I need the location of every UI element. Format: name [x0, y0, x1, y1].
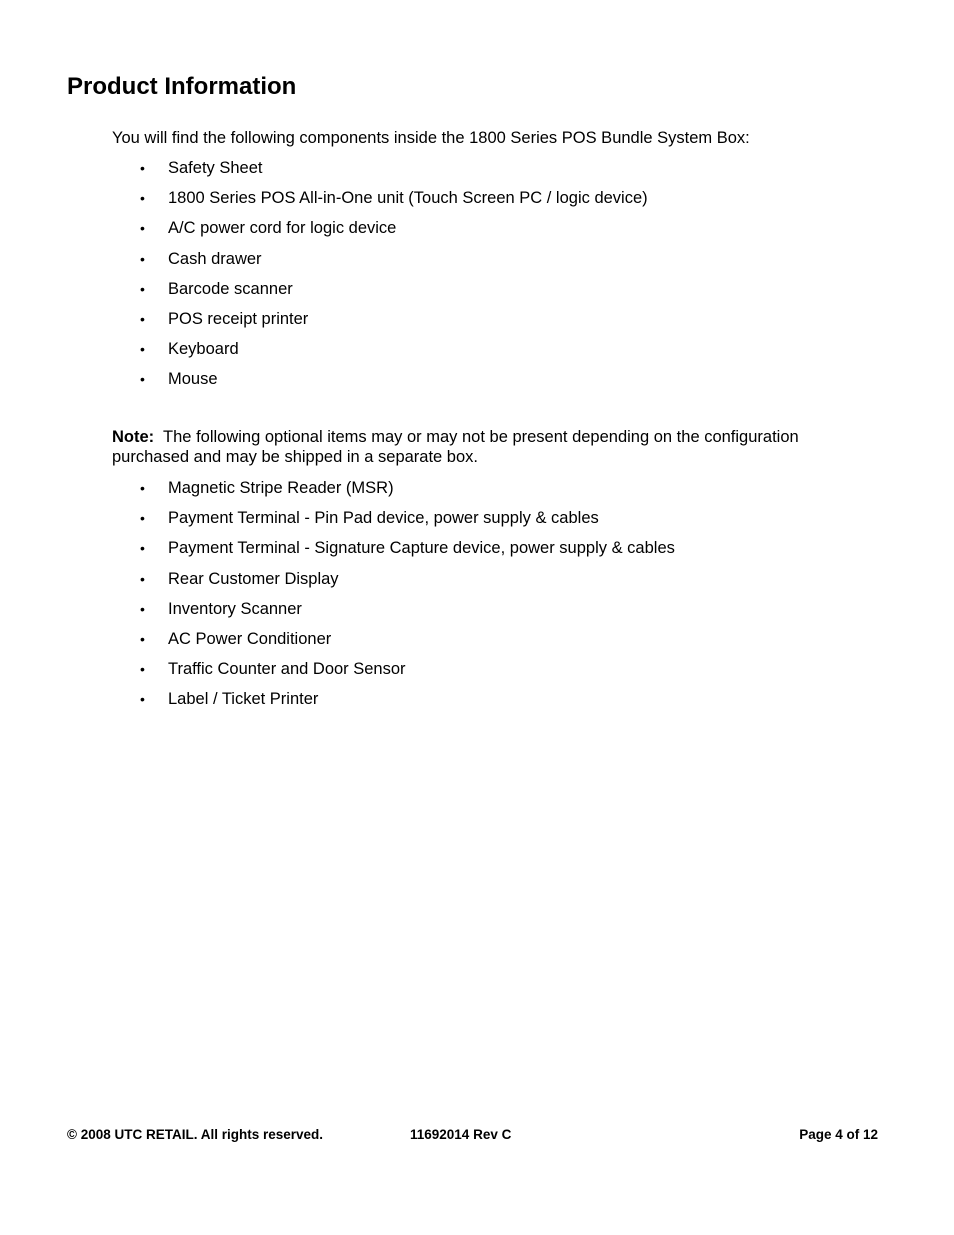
list-item — [112, 309, 648, 339]
bullet-icon: • — [140, 661, 145, 678]
footer-doc-number: 11692014 Rev C — [410, 1127, 512, 1142]
list-item — [112, 249, 648, 279]
list-item-text: Mouse — [168, 370, 218, 389]
list-item — [112, 689, 675, 719]
list-item-text: Inventory Scanner — [168, 599, 302, 618]
list-item — [112, 369, 648, 399]
bullet-icon: • — [140, 190, 145, 207]
list-item-text: Payment Terminal - Pin Pad device, power supply & cables — [168, 509, 599, 528]
list-item — [112, 158, 648, 188]
list-item-text: Rear Customer Display — [168, 569, 339, 588]
optional-items-list — [112, 478, 675, 720]
components-list — [112, 158, 648, 400]
list-item-text: A/C power cord for logic device — [168, 219, 397, 238]
bullet-icon: • — [140, 160, 145, 176]
note-text: The following optional items may or may not be present depending on the configuration purchased and may be shipped in a separate box. — [112, 428, 799, 466]
list-item — [112, 569, 675, 599]
list-item — [112, 508, 675, 538]
bullet-icon: • — [140, 540, 145, 557]
list-item-text: Payment Terminal - Signature Capture device, power supply & cables — [168, 539, 675, 558]
bullet-icon: • — [140, 630, 145, 647]
list-item — [112, 279, 648, 309]
list-item — [112, 339, 648, 369]
list-item-text: POS receipt printer — [168, 309, 309, 328]
bullet-icon: • — [140, 310, 145, 327]
list-item-text: Traffic Counter and Door Sensor — [168, 660, 406, 679]
bullet-icon: • — [140, 250, 145, 267]
list-item — [112, 599, 675, 629]
note-paragraph — [112, 428, 852, 467]
list-item-text: Magnetic Stripe Reader (MSR) — [168, 479, 394, 497]
footer-page-number: Page 4 of 12 — [799, 1127, 878, 1142]
bullet-icon: • — [140, 510, 145, 527]
bullet-icon: • — [140, 341, 145, 358]
bullet-icon: • — [140, 570, 145, 587]
list-item-text: Keyboard — [168, 340, 239, 359]
list-item-text: Label / Ticket Printer — [168, 690, 319, 709]
bullet-icon: • — [140, 480, 145, 496]
list-item-text: Cash drawer — [168, 249, 262, 268]
footer-copyright: © 2008 UTC RETAIL. All rights reserved. — [67, 1127, 324, 1142]
list-item — [112, 478, 675, 508]
bullet-icon: • — [140, 600, 145, 617]
bullet-icon: • — [140, 220, 145, 237]
intro-paragraph: You will find the following components inside the 1800 Series POS Bundle System Box: — [112, 129, 750, 147]
list-item-text: AC Power Conditioner — [168, 629, 332, 648]
list-item-text: 1800 Series POS All-in-One unit (Touch Screen PC / logic device) — [168, 189, 648, 208]
list-item — [112, 538, 675, 568]
list-item — [112, 188, 648, 218]
bullet-icon: • — [140, 371, 145, 388]
list-item — [112, 629, 675, 659]
bullet-icon: • — [140, 691, 145, 708]
page-title: Product Information — [67, 73, 297, 100]
list-item — [112, 218, 648, 248]
note-label: Note: — [112, 428, 155, 446]
list-item — [112, 659, 675, 689]
list-item-text: Barcode scanner — [168, 279, 293, 298]
list-item-text: Safety Sheet — [168, 159, 263, 177]
bullet-icon: • — [140, 280, 145, 297]
